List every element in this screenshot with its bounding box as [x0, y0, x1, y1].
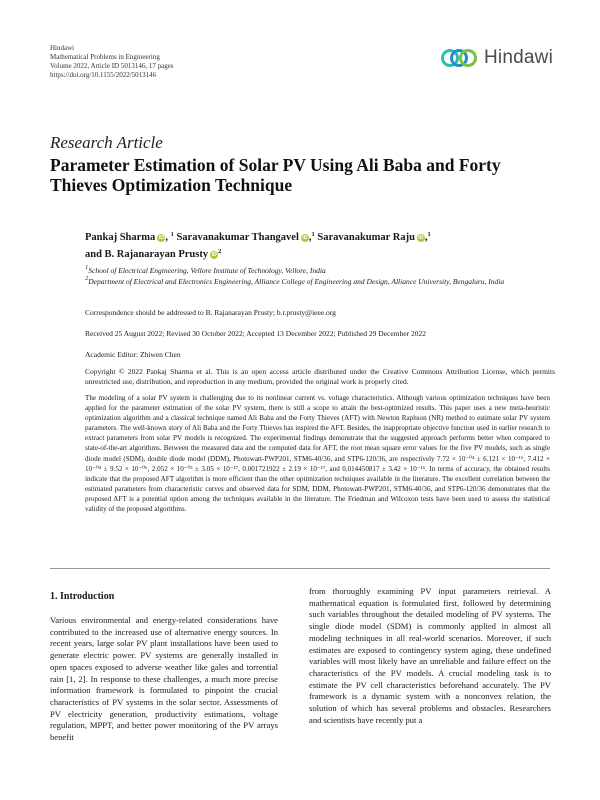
affiliation-item: $^1$School of Electrical Engineering, Vellore Institute of Technology, Vellore, India	[85, 264, 326, 275]
section-divider	[50, 568, 550, 569]
doi-link[interactable]: https://doi.org/10.1155/2022/5013146	[50, 71, 157, 79]
article-type: Research Article	[50, 133, 163, 152]
publication-dates: Received 25 August 2022; Revised 30 October 2022; Accepted 13 December 2022; Published 29 December 2022	[85, 329, 426, 338]
copyright-notice: Copyright © 2022 Pankaj Sharma et al. This is an open access article distributed under the Creative Commons Attribution License, which permits unrestricted use, distribution, and reproduction in any medium, provided the original work is properly cited.	[85, 367, 555, 386]
author-name[interactable]: and B. Rajanarayan Prusty	[85, 249, 209, 260]
author-affiliation-number: 1	[427, 231, 431, 238]
section-heading: 1. Introduction	[50, 591, 115, 602]
orcid-icon[interactable]: iD	[418, 235, 424, 241]
orcid-icon[interactable]: iD	[211, 252, 217, 258]
article-title: Parameter Estimation of Solar PV Using Ali Baba and Forty Thieves Optimization Technique	[50, 155, 501, 195]
intro-column-right: from thoroughly examining PV input parameters retrieval. A mathematical equation is formulated first, followed by determining such variables throughout the detailed modeling of PV systems. The single diode model (SDM) is commonly applied in almost all modeling techniques in all real-world scenarios. Moreover, if such estimates are exposed to contingency system aging, these undefined variables will most likely have an unreliable and failure effect on the characteristics of the PV models. A crucial modeling task is to estimate the PV cell characteristics beforehand accurately. The PV framework is a dynamic system with a nonconvex relation, the solution of which has several problems and obstacles. Researchers and scientists have recently put a	[309, 586, 551, 725]
author-list: Pankaj Sharma iD , $^1$ Saravanakumar Thangavel iD ,$^1$ Saravanakumar Raju iD ,$^1$ and B. Rajanarayan Prusty iD $^2$	[85, 231, 431, 260]
hindawi-logo	[440, 47, 553, 69]
volume-info: Volume 2022, Article ID 5013146, 17 pages	[50, 62, 174, 70]
academic-editor: Academic Editor: Zhiwen Chen	[85, 350, 181, 359]
author-affiliation-number: 2	[218, 248, 222, 255]
affiliations	[85, 266, 555, 287]
hindawi-logo-text: Hindawi	[484, 47, 553, 68]
author-name[interactable]: Pankaj Sharma	[85, 232, 156, 243]
journal-masthead	[50, 44, 174, 80]
author-name[interactable]: Saravanakumar Thangavel	[176, 232, 299, 243]
correspondence: Correspondence should be addressed to B. Rajanarayan Prusty; b.r.prusty@ieee.org	[85, 308, 336, 317]
journal-name: Mathematical Problems in Engineering	[50, 53, 160, 61]
orcid-icon[interactable]: iD	[158, 235, 164, 241]
hindawi-logo-icon	[440, 47, 478, 69]
affiliation-item: $^2$Department of Electrical and Electronics Engineering, Alliance College of Engineering and Design, Alliance University, Bengaluru, India	[85, 274, 505, 286]
orcid-icon[interactable]: iD	[302, 235, 308, 241]
author-affiliation-number: 1	[311, 231, 315, 238]
author-name[interactable]: Saravanakumar Raju	[317, 232, 415, 243]
publisher-name: Hindawi	[50, 44, 75, 52]
author-affiliation-number: 1	[170, 231, 174, 238]
abstract: The modeling of a solar PV system is challenging due to its nonlinear current vs. voltage characteristics. Although various optimization techniques have been applied for the parameter estimation of the solar PV system, there is still a scope to attain the best-optimized results. This paper uses a new meta-heuristic optimization algorithm and a classical technique named Ali Baba and the Forty Thieves (AFT) with Newton Raphson (NR) method to estimate solar PV system parameters. The well-known story of Ali Baba and the Forty Thieves has inspired the AFT. Besides, the inappropriate objective function used in earlier research to extract parameters from solar PV models is recognized. The experimental findings demonstrate that the suggested approach performs better when compared to state-of-the-art algorithms. Between the measured data and the computed data for AFT, the root mean square error values for the five PV models, such as single diode model (SDM), double diode model (DDM), Photowatt-PWP201, STM6-40/36, and STP6-120/36, are respectively 7.72 × 10⁻⁰⁴ ± 6.121 × 10⁻¹⁶, 7.412 × 10⁻⁰⁴ ± 9.52 × 10⁻⁰⁶, 2.052 × 10⁻⁰³ ± 3.05 × 10⁻¹⁷, 0.001721922 ± 2.19 × 10⁻¹⁷, and 0.014450817 ± 3.42 × 10⁻¹⁶. In terms of accuracy, the obtained results indicate that the proposed AFT algorithm is more efficient than the other optimization techniques available in the literature. The excellent correlation between the estimated parameters from characteristic curves and observed data for SDM, DDM, Photowatt-PWP201, STM6-40/36, and STP6-120/36 demonstrates that the proposed AFT is a potential option among the techniques available in the literature. The Friedman and Wilcoxon tests have been used to assess the statistical validity of the proposed algorithms.	[85, 394, 550, 514]
intro-column-left: Various environmental and energy-related considerations have contributed to the increased use of alternative energy sources. In recent years, large solar PV plant installations have been used to generate electric power. PV systems are generally installed in open spaces exposed to adverse weather like gales and torrential rain [1, 2]. In response to these challenges, a much more precise information framework is formulated to pinpoint the crucial characteristics of PV systems in the solar sector. Assessments of PV electricity generation, productivity estimations, voltage regulation, MPPT, and better power monitoring of the PV arrays benefit	[50, 615, 278, 743]
